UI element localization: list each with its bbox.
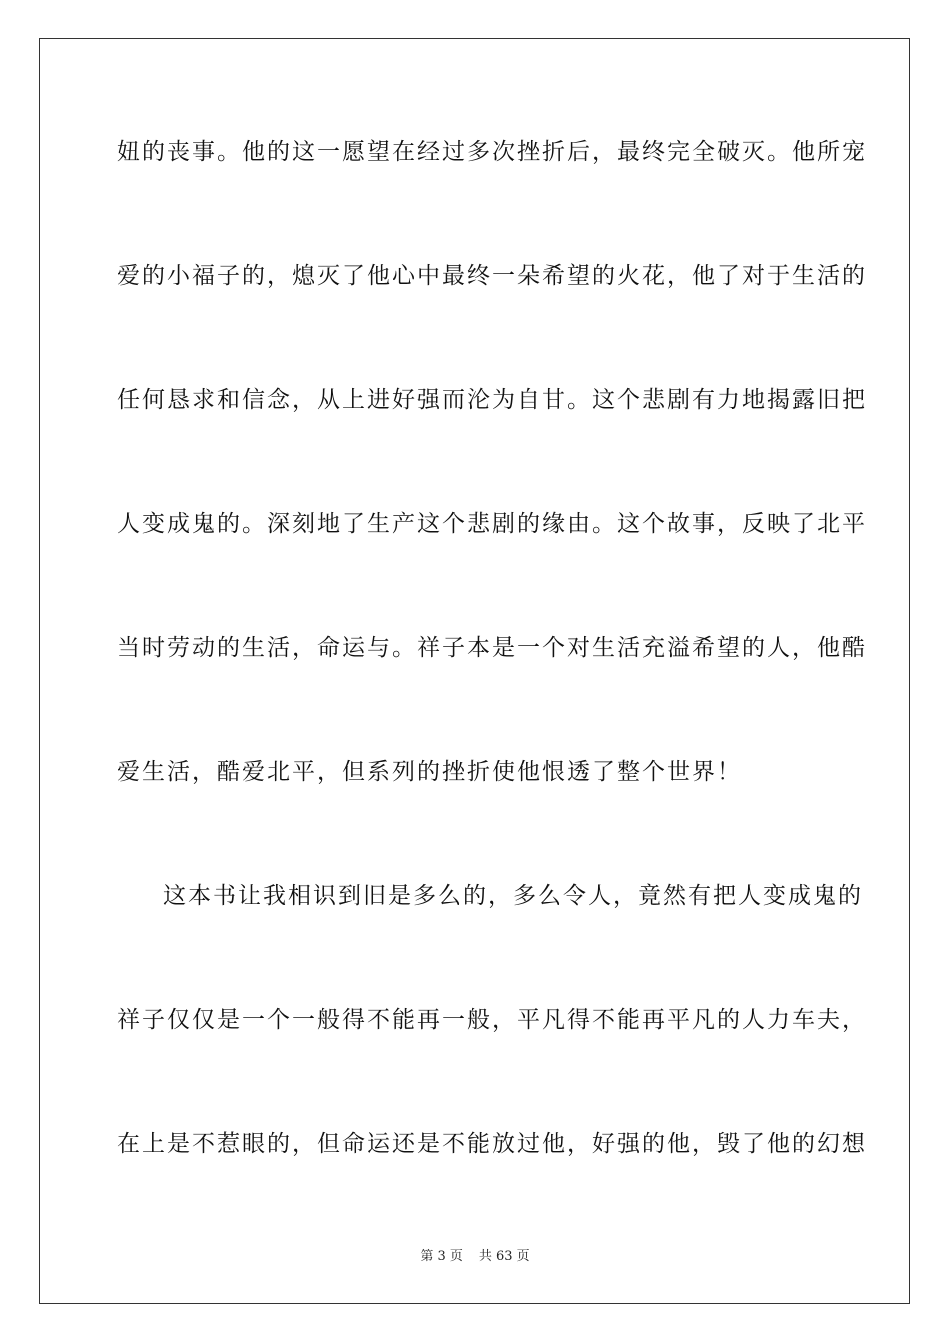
page-number: 第 3 页	[420, 1249, 463, 1264]
paragraph-line-6: 爱生活，酷爱北平，但系列的挫折使他恨透了整个世界！	[117, 759, 742, 785]
page-border	[39, 38, 910, 1304]
paragraph-line-8: 祥子仅仅是一个一般得不能再一般，平凡得不能再平凡的人力车夫，	[117, 1007, 867, 1033]
paragraph-line-9: 在上是不惹眼的，但命运还是不能放过他，好强的他，毁了他的幻想	[117, 1131, 867, 1157]
paragraph-line-7: 这本书让我相识到旧是多么的，多么令人，竟然有把人变成鬼的	[163, 883, 863, 909]
paragraph-line-4: 人变成鬼的。深刻地了生产这个悲剧的缘由。这个故事，反映了北平	[117, 511, 867, 537]
paragraph-line-5: 当时劳动的生活，命运与。祥子本是一个对生活充溢希望的人，他酷	[117, 635, 867, 661]
paragraph-line-1: 妞的丧事。他的这一愿望在经过多次挫折后，最终完全破灭。他所宠	[117, 139, 867, 165]
page-footer	[0, 1248, 950, 1266]
paragraph-line-3: 任何恳求和信念，从上进好强而沦为自甘。这个悲剧有力地揭露旧把	[117, 387, 867, 413]
page-total: 共 63 页	[478, 1249, 530, 1264]
paragraph-line-2: 爱的小福子的，熄灭了他心中最终一朵希望的火花，他了对于生活的	[117, 263, 867, 289]
